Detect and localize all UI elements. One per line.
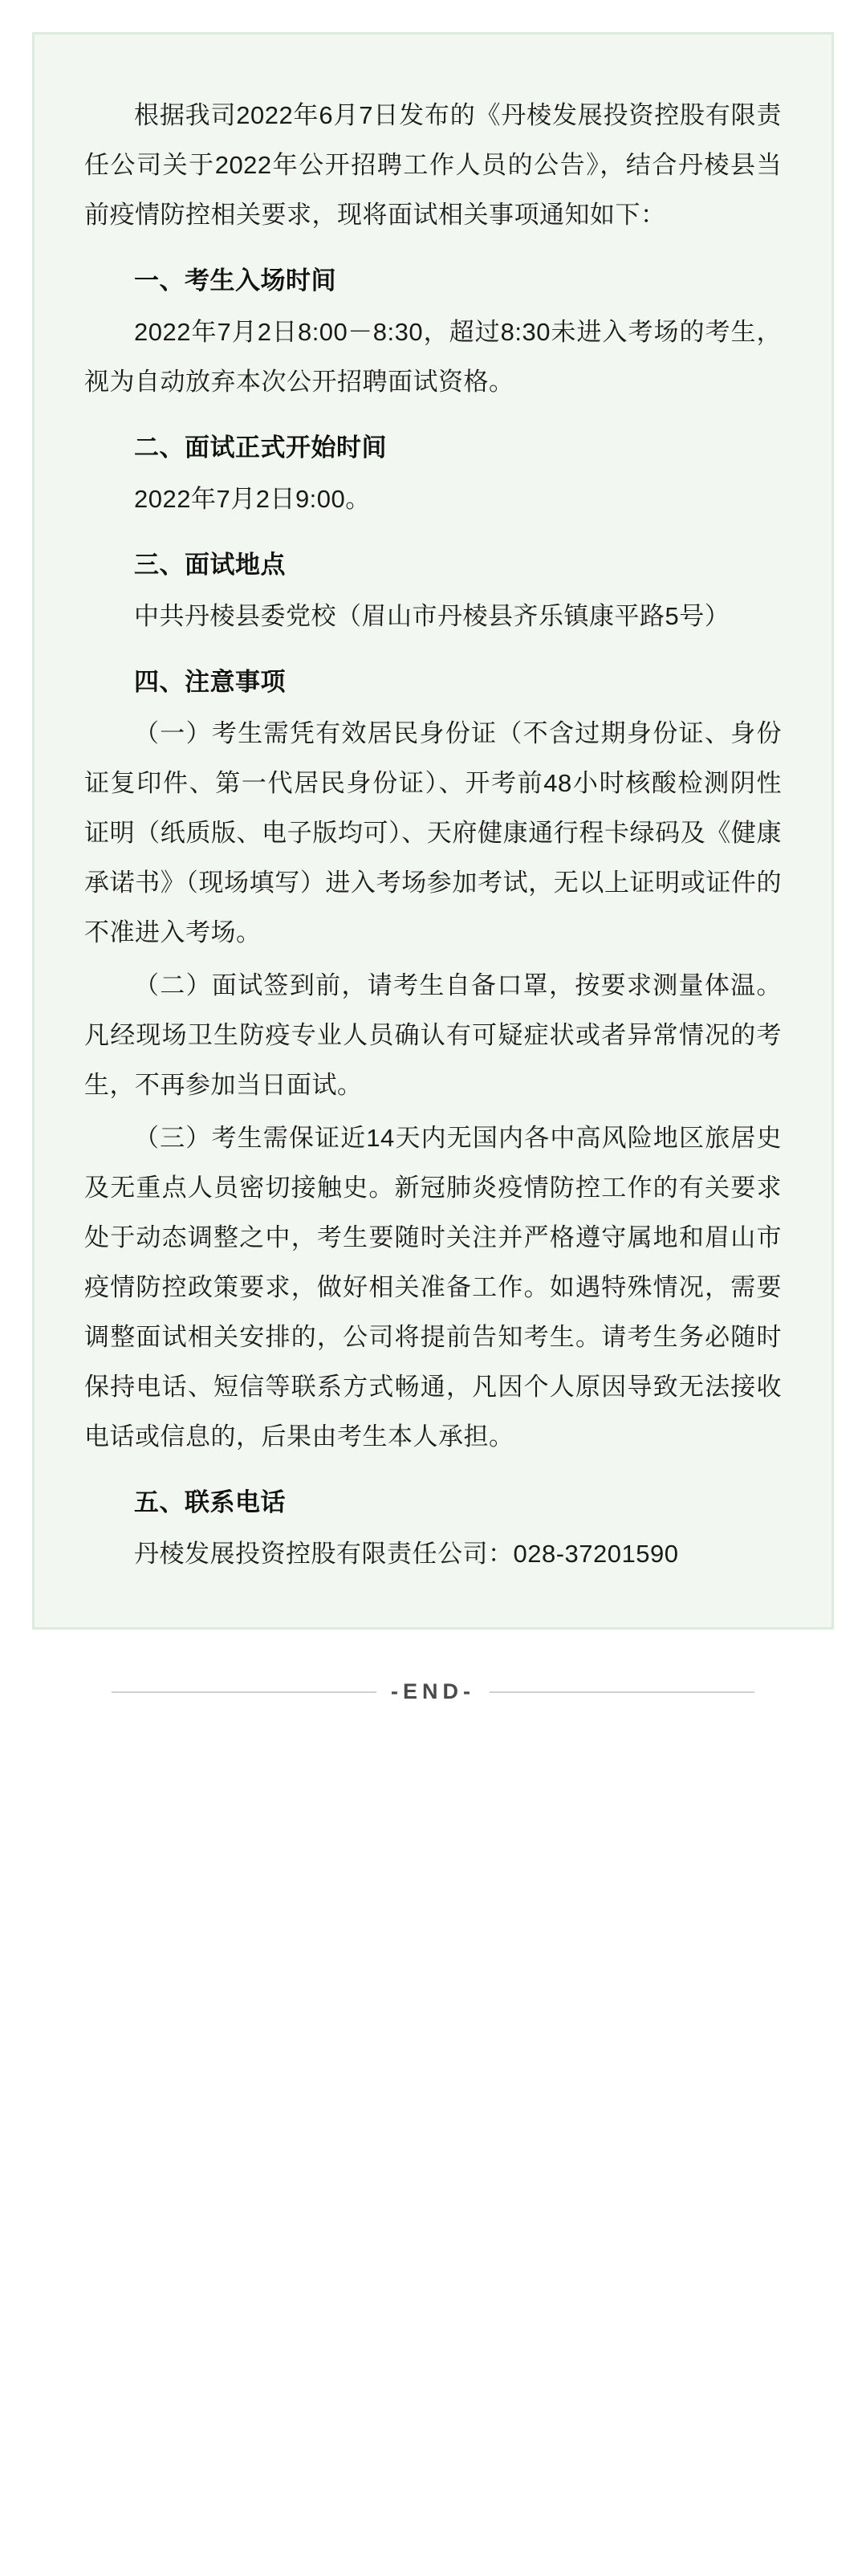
location-paragraph: 中共丹棱县委党校（眉山市丹棱县齐乐镇康平路5号） [134, 602, 730, 630]
note-item-1: （一）考生需凭有效居民身份证（不含过期身份证、身份证复印件、第一代居民身份证）、开考前48小时核酸检测阴性证明（纸质版、电子版均可）、天府健康通行程卡绿码及《健康承诺书》（现场填写）进入考场参加考试，无以上证明或证件的不准进入考场。 [84, 719, 782, 946]
bottom-spacer [32, 1704, 834, 1760]
section-heading-location: 三、面试地点 [134, 551, 286, 579]
note-item-2: （二）面试签到前，请考生自备口罩，按要求测量体温。凡经现场卫生防疫专业人员确认有可疑症状或者异常情况的考生，不再参加当日面试。 [84, 971, 782, 1099]
section-heading-entry-time: 一、考生入场时间 [134, 267, 336, 295]
section-heading-contact: 五、联系电话 [134, 1488, 286, 1516]
note-item-3: （三）考生需保证近14天内无国内各中高风险地区旅居史及无重点人员密切接触史。新冠肺炎疫情防控工作的有关要求处于动态调整之中，考生要随时关注并严格遵守属地和眉山市疫情防控政策要求，做好相关准备工作。如遇特殊情况，需要调整面试相关安排的，公司将提前告知考生。请考生务必随时保持电话、短信等联系方式畅通，凡因个人原因导致无法接收电话或信息的，后果由考生本人承担。 [84, 1124, 782, 1451]
divider-line-right [490, 1691, 754, 1693]
start-time-paragraph: 2022年7月2日9:00。 [134, 485, 371, 513]
end-label: -END- [391, 1679, 475, 1703]
section-heading-start-time: 二、面试正式开始时间 [134, 433, 387, 462]
contact-paragraph: 丹棱发展投资控股有限责任公司：028-37201590 [134, 1540, 679, 1568]
section-heading-notes: 四、注意事项 [134, 668, 286, 696]
divider-line-left [112, 1691, 376, 1693]
end-divider [32, 1679, 834, 1704]
notice-card [32, 32, 834, 1630]
intro-paragraph: 根据我司2022年6月7日发布的《丹棱发展投资控股有限责任公司关于2022年公开招聘工作人员的公告》，结合丹棱县当前疫情防控相关要求，现将面试相关事项通知如下： [84, 101, 782, 229]
entry-time-paragraph: 2022年7月2日8:00－8:30，超过8:30未进入考场的考生，视为自动放弃本次公开招聘面试资格。 [84, 318, 782, 396]
